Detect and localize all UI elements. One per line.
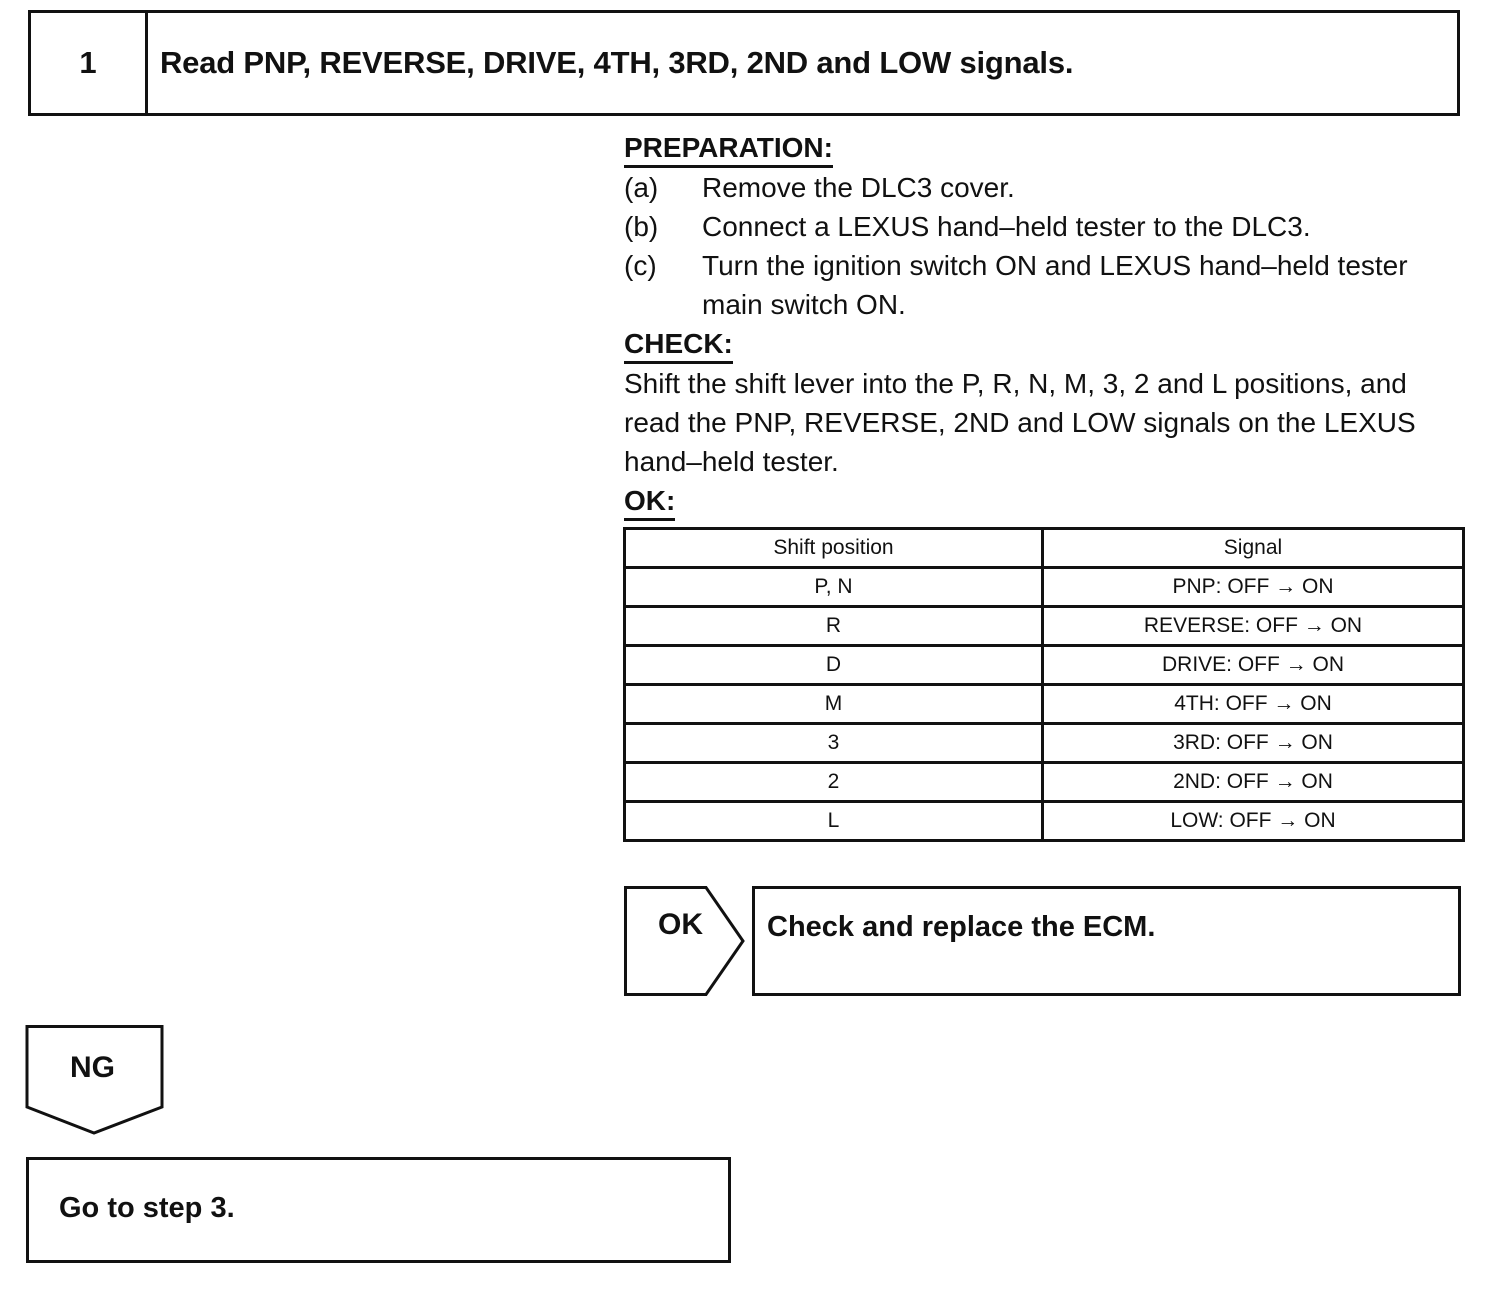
table-row bbox=[625, 763, 1464, 802]
table-header-row bbox=[625, 529, 1464, 568]
table-row bbox=[625, 685, 1464, 724]
signal-cell: REVERSE: OFF → ON bbox=[1043, 607, 1464, 646]
preparation-heading: PREPARATION: bbox=[624, 131, 833, 168]
ok-branch-result: Check and replace the ECM. bbox=[752, 886, 1461, 996]
table-row bbox=[625, 802, 1464, 841]
list-item bbox=[624, 246, 1464, 324]
shift-position-cell: M bbox=[625, 685, 1043, 724]
list-marker: (a) bbox=[624, 172, 659, 203]
list-marker: (b) bbox=[624, 211, 659, 242]
table-row bbox=[625, 646, 1464, 685]
ok-branch-tag bbox=[624, 886, 746, 996]
list-marker: (c) bbox=[624, 250, 657, 281]
step-header bbox=[28, 10, 1460, 116]
table-row bbox=[625, 724, 1464, 763]
step-number: 1 bbox=[31, 13, 148, 113]
ng-branch-label: NG bbox=[70, 1051, 115, 1084]
signal-cell: 2ND: OFF → ON bbox=[1043, 763, 1464, 802]
list-text: Connect a LEXUS hand–held tester to the DLC3. bbox=[702, 211, 1311, 242]
ng-branch-tag bbox=[24, 1025, 166, 1137]
table-row bbox=[625, 568, 1464, 607]
signal-cell: PNP: OFF → ON bbox=[1043, 568, 1464, 607]
shift-position-cell: R bbox=[625, 607, 1043, 646]
list-text: Turn the ignition switch ON and LEXUS hand–held tester main switch ON. bbox=[702, 250, 1408, 320]
list-item bbox=[624, 168, 1464, 207]
ng-branch-result: Go to step 3. bbox=[26, 1157, 731, 1263]
preparation-list bbox=[624, 168, 1464, 324]
signal-cell: DRIVE: OFF → ON bbox=[1043, 646, 1464, 685]
column-header-shift-position: Shift position bbox=[625, 529, 1043, 568]
signal-table bbox=[623, 527, 1465, 842]
shift-position-cell: 3 bbox=[625, 724, 1043, 763]
column-header-signal: Signal bbox=[1043, 529, 1464, 568]
shift-position-cell: 2 bbox=[625, 763, 1043, 802]
procedure-content bbox=[624, 128, 1464, 521]
check-heading: CHECK: bbox=[624, 327, 733, 364]
shift-position-cell: P, N bbox=[625, 568, 1043, 607]
list-text: Remove the DLC3 cover. bbox=[702, 172, 1015, 203]
signal-cell: 4TH: OFF → ON bbox=[1043, 685, 1464, 724]
ok-heading: OK: bbox=[624, 484, 675, 521]
table-row bbox=[625, 607, 1464, 646]
signal-cell: 3RD: OFF → ON bbox=[1043, 724, 1464, 763]
step-title: Read PNP, REVERSE, DRIVE, 4TH, 3RD, 2ND and LOW signals. bbox=[160, 45, 1074, 80]
check-text: Shift the shift lever into the P, R, N, M, 3, 2 and L positions, and read the PNP, REVERSE, 2ND and LOW signals on the LEXUS hand–held tester. bbox=[624, 368, 1416, 477]
ok-branch-label: OK bbox=[658, 908, 703, 941]
shift-position-cell: D bbox=[625, 646, 1043, 685]
list-item bbox=[624, 207, 1464, 246]
shift-position-cell: L bbox=[625, 802, 1043, 841]
signal-cell: LOW: OFF → ON bbox=[1043, 802, 1464, 841]
